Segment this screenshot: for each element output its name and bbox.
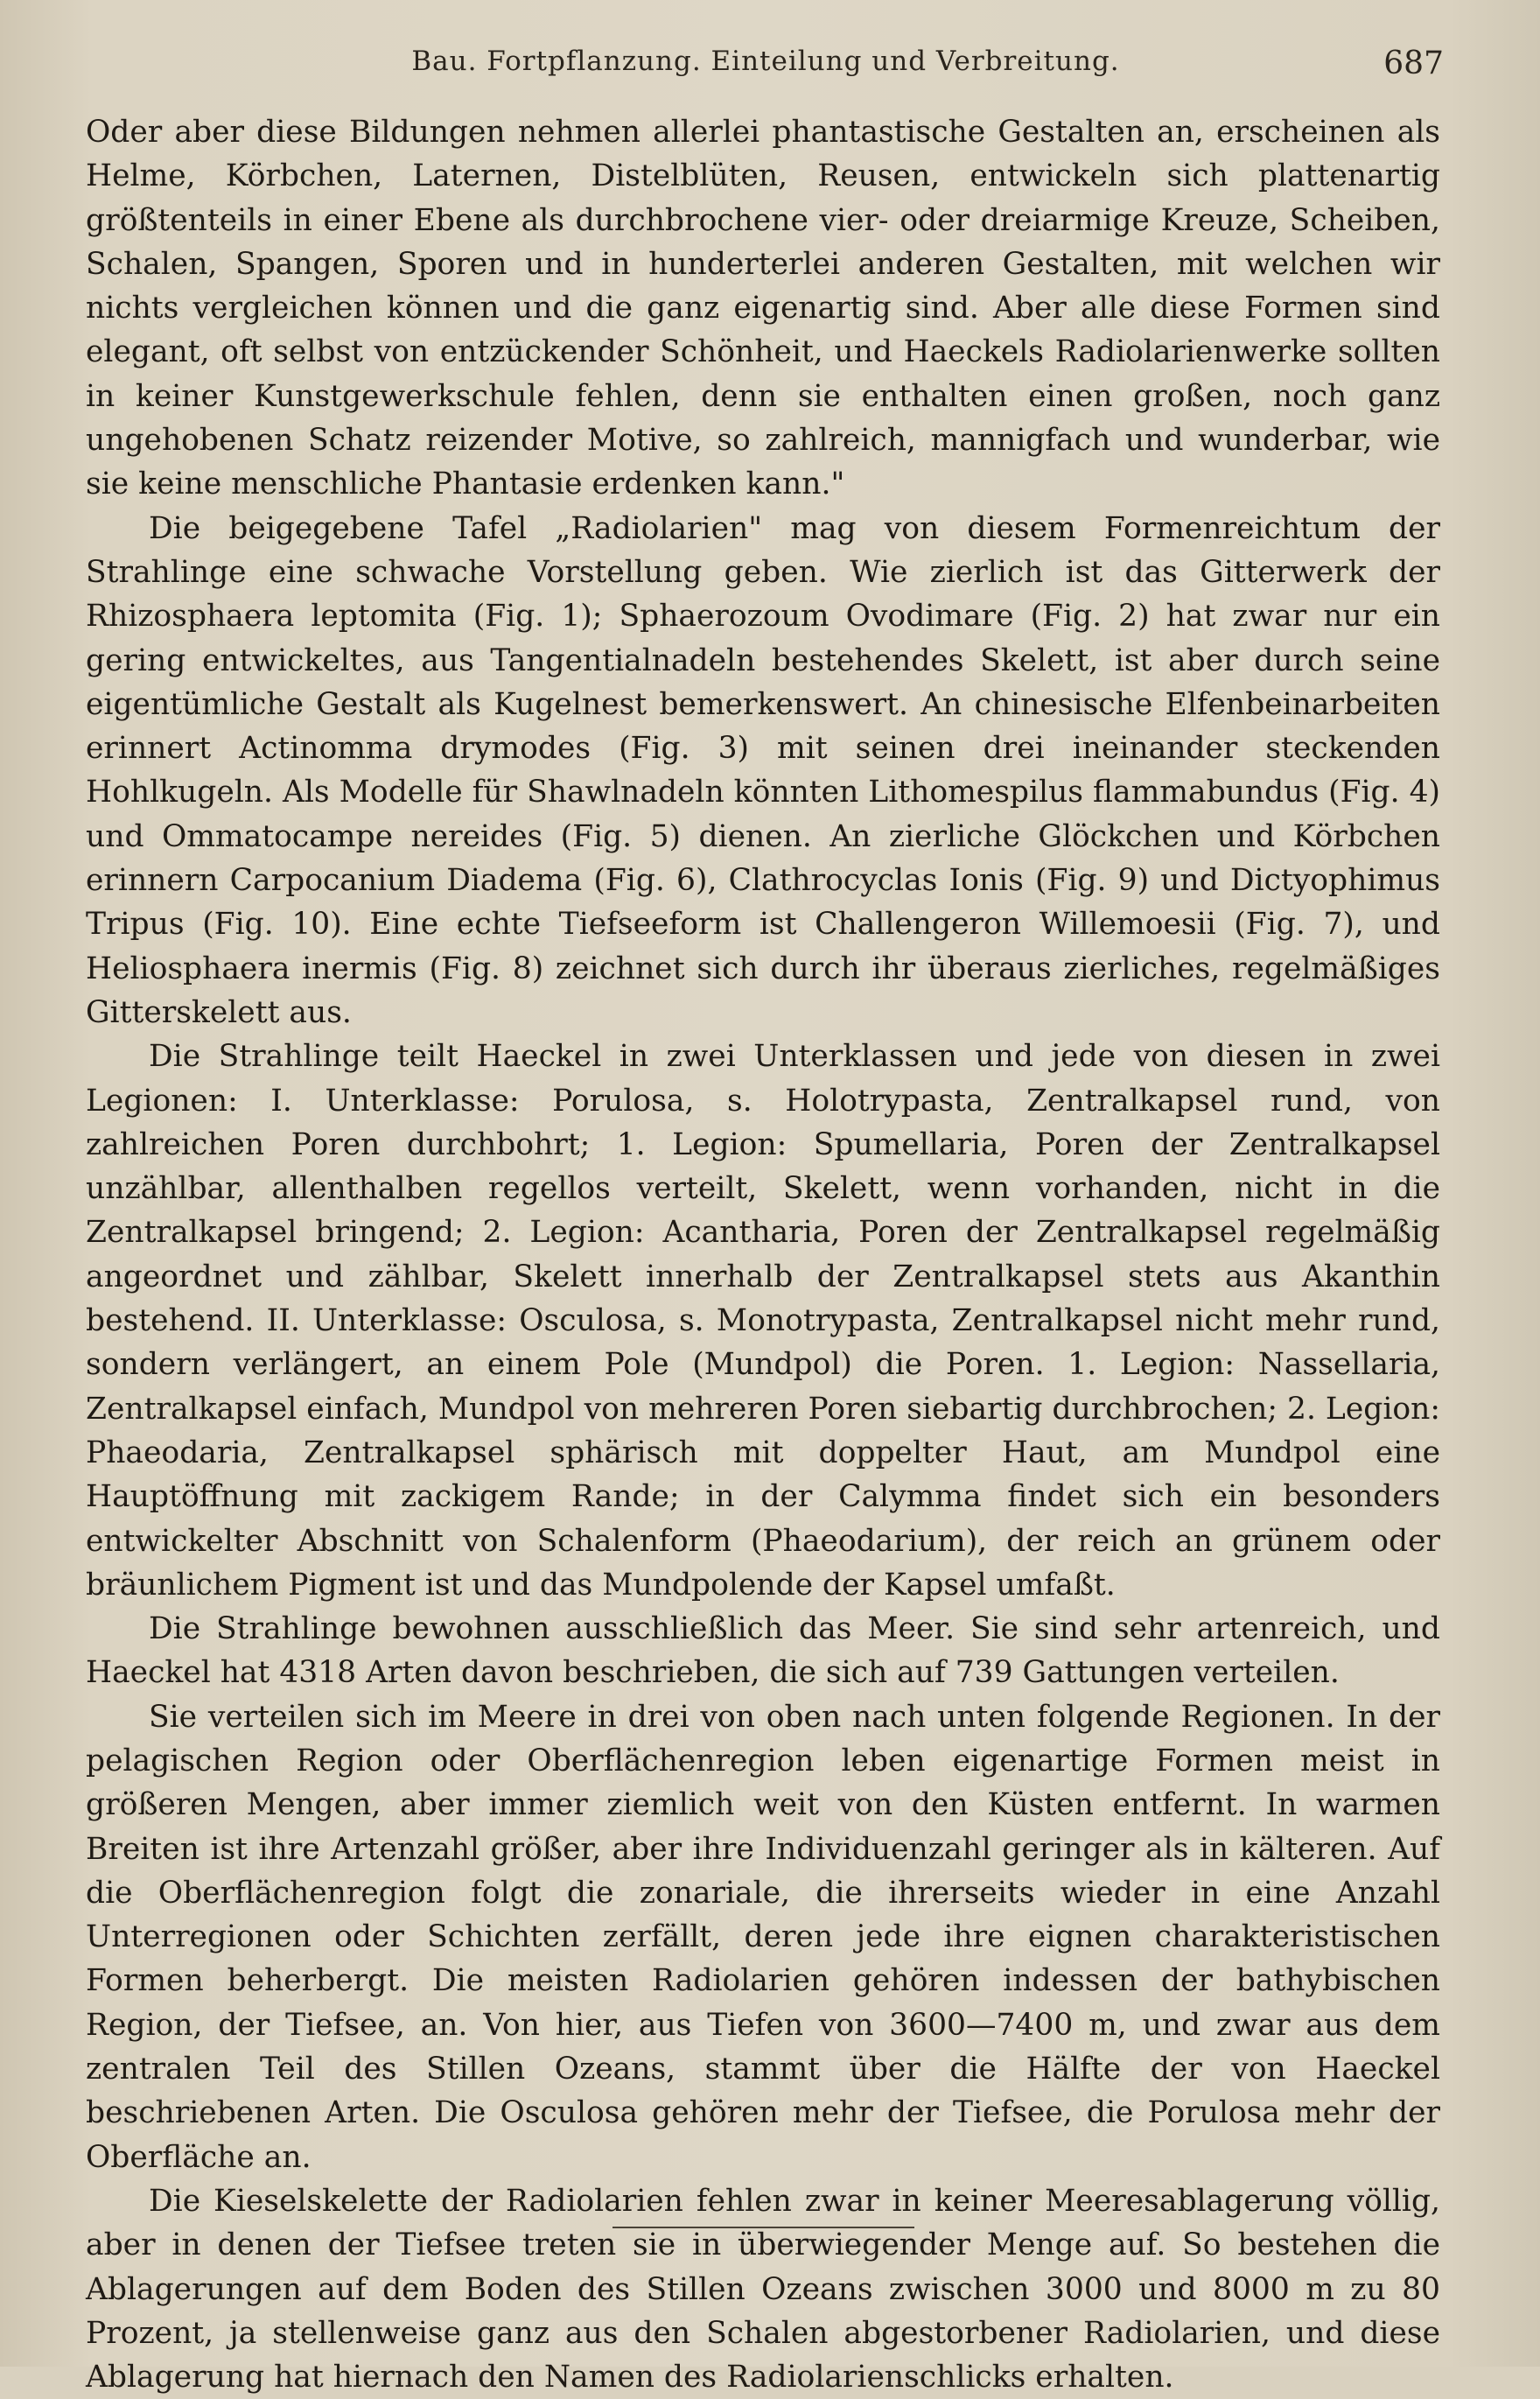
body-text [86, 110, 1440, 2399]
paragraph-2: Die beigegebene Tafel „Radiolarien" mag von diesem Formenreichtum der Strahlinge eine schwache Vorstellung geben. Wie zierlich ist das Gitterwerk der Rhizosphaera leptomita (Fig. 1); Sphaerozoum Ovodimare (Fig. 2) hat zwar nur ein gering entwickeltes, aus Tangentialnadeln bestehendes Skelett, ist aber durch seine eigentümliche Gestalt als Kugelnest bemerkenswert. An chinesische Elfenbeinarbeiten erinnert Actinomma drymodes (Fig. 3) mit seinen drei ineinander steckenden Hohlkugeln. Als Modelle für Shawlnadeln könnten Lithomespilus flammabundus (Fig. 4) und Ommatocampe nereides (Fig. 5) dienen. An zierliche Glöckchen und Körbchen erinnern Carpocanium Diadema (Fig. 6), Clathrocyclas Ionis (Fig. 9) und Dictyophimus Tripus (Fig. 10). Eine echte Tiefseeform ist Challengeron Willemoesii (Fig. 7), und Heliosphaera inermis (Fig. 8) zeichnet sich durch ihr überaus zierliches, regelmäßiges Gitterskelett aus. [86, 510, 1440, 1030]
paragraph-5: Sie verteilen sich im Meere in drei von oben nach unten folgende Regionen. In der pelagischen Region oder Oberflächenregion leben eigenartige Formen meist in größeren Mengen, aber immer ziemlich weit von den Küsten entfernt. In warmen Breiten ist ihre Artenzahl größer, aber ihre Individuenzahl geringer als in kälteren. Auf die Oberflächenregion folgt die zonariale, die ihrerseits wieder in eine Anzahl Unterregionen oder Schichten zerfällt, deren jede ihre eignen charakteristischen Formen beherbergt. Die meisten Radiolarien gehören indessen der bathybischen Region, der Tiefsee, an. Von hier, aus Tiefen von 3600—7400 m, und zwar aus dem zentralen Teil des Stillen Ozeans, stammt über die Hälfte der von Haeckel beschriebenen Arten. Die Osculosa gehören mehr der Tiefsee, die Porulosa mehr der Oberfläche an. [86, 1699, 1440, 2175]
running-head-title: Bau. Fortpflanzung. Einteilung und Verbreitung. [411, 46, 1120, 77]
paragraph-4: Die Strahlinge bewohnen ausschließlich das Meer. Sie sind sehr artenreich, und Haeckel hat 4318 Arten davon beschrieben, die sich auf 739 Gattungen verteilen. [86, 1611, 1440, 1691]
running-head [88, 46, 1444, 89]
paragraph-6: Die Kieselskelette der Radiolarien fehlen zwar in keiner Meeresablagerung völlig, aber in denen der Tiefsee treten sie in überwiegender Menge auf. So bestehen die Ablagerungen auf dem Boden des Stillen Ozeans zwischen 3000 und 8000 m zu 80 Prozent, ja stellenweise ganz aus den Schalen abgestorbener Radiolarien, und diese Ablagerung hat hiernach den Namen des Radiolarienschlicks erhalten. [86, 2183, 1440, 2395]
section-end-rule [612, 2227, 914, 2228]
paragraph-1: Oder aber diese Bildungen nehmen allerlei phantastische Gestalten an, erscheinen als Helme, Körbchen, Laternen, Distelblüten, Reusen, entwickeln sich plattenartig größtenteils in einer Ebene als durchbrochene vier- oder dreiarmige Kreuze, Scheiben, Schalen, Spangen, Sporen und in hunderterlei anderen Gestalten, mit welchen wir nichts vergleichen können und die ganz eigenartig sind. Aber alle diese Formen sind elegant, oft selbst von entzückender Schönheit, und Haeckels Radiolarienwerke sollten in keiner Kunstgewerkschule fehlen, denn sie enthalten einen großen, noch ganz ungehobenen Schatz reizender Motive, so zahlreich, mannigfach und wunderbar, wie sie keine menschliche Phantasie erdenken kann." [86, 115, 1440, 502]
page-number: 687 [1383, 46, 1444, 81]
paragraph-3: Die Strahlinge teilt Haeckel in zwei Unterklassen und jede von diesen in zwei Legionen: I. Unterklasse: Porulosa, s. Holotrypasta, Zentralkapsel rund, von zahlreichen Poren durchbohrt; 1. Legion: Spumellaria, Poren der Zentralkapsel unzählbar, allenthalben regellos verteilt, Skelett, wenn vorhanden, nicht in die Zentralkapsel bringend; 2. Legion: Acantharia, Poren der Zentralkapsel regelmäßig angeordnet und zählbar, Skelett innerhalb der Zentralkapsel stets aus Akanthin bestehend. II. Unterklasse: Osculosa, s. Monotrypasta, Zentralkapsel nicht mehr rund, sondern verlängert, an einem Pole (Mundpol) die Poren. 1. Legion: Nassellaria, Zentralkapsel einfach, Mundpol von mehreren Poren siebartig durchbrochen; 2. Legion: Phaeodaria, Zentralkapsel sphärisch mit doppelter Haut, am Mundpol eine Hauptöffnung mit zackigem Rande; in der Calymma findet sich ein besonders entwickelter Abschnitt von Schalenform (Phaeodarium), der reich an grünem oder bräunlichem Pigment ist und das Mundpolende der Kapsel umfaßt. [86, 1039, 1440, 1603]
